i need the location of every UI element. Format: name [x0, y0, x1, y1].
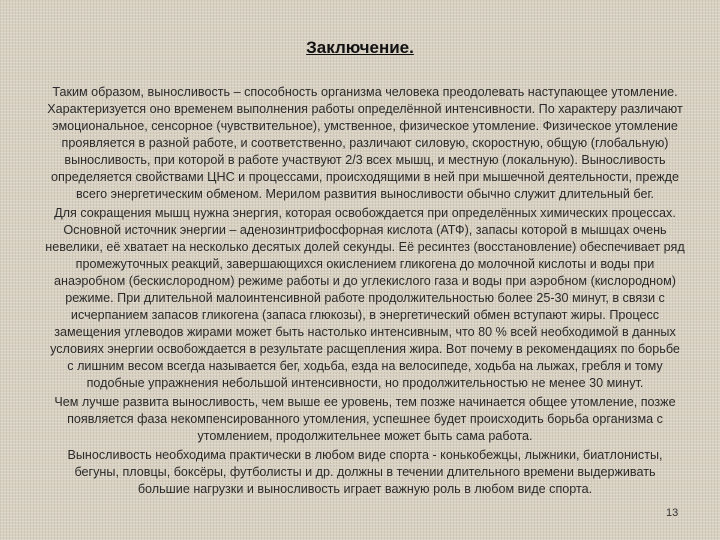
text-line: Чем лучше развита выносливость, чем выше ее уровень, тем позже начинается общее утомление, позже: [54, 395, 676, 409]
slide-body: [20, 84, 710, 500]
text-line: исчерпанием запасов гликогена (запаса глюкозы), в энергетический обмен вступают жиры. Процесс: [70, 308, 660, 322]
text-line: Таким образом, выносливость – способность организма человека преодолевать наступающее утомление.: [52, 85, 678, 99]
paragraph: [20, 205, 710, 392]
slide-title: Заключение.: [306, 38, 414, 57]
text-line: замещения углеводов жирами может быть настолько интенсивным, что 80 % всей необходимой в данных: [54, 325, 676, 339]
text-line: утомлением, продолжительнее может быть сама работа.: [197, 429, 533, 443]
text-line: большие нагрузки и выносливость играет важную роль в любом виде спорта.: [137, 482, 593, 496]
text-line: промежуточных реакций, завершающихся окислением гликогена до молочной кислоты и воды при: [75, 257, 655, 271]
page-number: 13: [666, 507, 679, 519]
paragraph: [20, 447, 710, 498]
text-line: бегуны, пловцы, боксёры, футболисты и др. должны в течении длительного времени выдерживать: [74, 465, 656, 479]
paragraph: [20, 394, 710, 445]
text-line: подобные упражнения небольшой интенсивности, но продолжительностью не менее 30 минут.: [86, 376, 644, 390]
text-line: режиме. При длительной малоинтенсивной работе продолжительностью более 25-30 минут, в связи с: [65, 291, 665, 305]
text-line: всего энергетическим обменом. Мерилом развития выносливости обычно служит длительный бег.: [75, 187, 654, 201]
text-line: появляется фаза некомпенсированного утомления, успешнее будет происходить борьба организма с: [67, 412, 663, 426]
text-line: с лишним весом всегда называется бег, ходьба, езда на велосипеде, ходьба на лыжах, гребля и тому: [67, 359, 663, 373]
text-line: Выносливость необходима практически в любом виде спорта - конькобежцы, лыжники, биатлонисты,: [67, 448, 663, 462]
text-line: выносливость, при которой в работе участвуют 2/3 всех мышц, и местную (локальную). Выносливость: [64, 153, 666, 167]
text-line: Основной источник энергии – аденозинтрифосфорная кислота (АТФ), запасы которой в мышцах очень: [63, 223, 667, 237]
text-line: проявляется в разной работе, и соответственно, различают силовую, скоростную, общую (глобальную): [61, 136, 669, 150]
text-line: определяется свойствами ЦНС и процессами, происходящими в ней при мышечной деятельности, прежде: [50, 170, 679, 184]
text-line: Характеризуется оно временем выполнения работы определённой интенсивности. По характеру различают: [47, 102, 683, 116]
paragraph: [20, 84, 710, 203]
text-line: эмоциональное, сенсорное (чувствительное), умственное, физическое утомление. Физическое утомление: [52, 119, 678, 133]
text-line: анаэробном (бескислородном) режиме работы и до углекислого газа и воды при аэробном (кислородном): [54, 274, 676, 288]
text-line: невелики, её хватает на несколько десятых долей секунды. Её ресинтез (восстановление) обеспечивает ряд: [45, 240, 685, 254]
text-line: Для сокращения мышц нужна энергия, которая освобождается при определённых химических процессах.: [54, 206, 676, 220]
text-line: условиях энергии освобождается в результате расщепления жира. Вот почему в рекомендациях по борьбе: [50, 342, 680, 356]
